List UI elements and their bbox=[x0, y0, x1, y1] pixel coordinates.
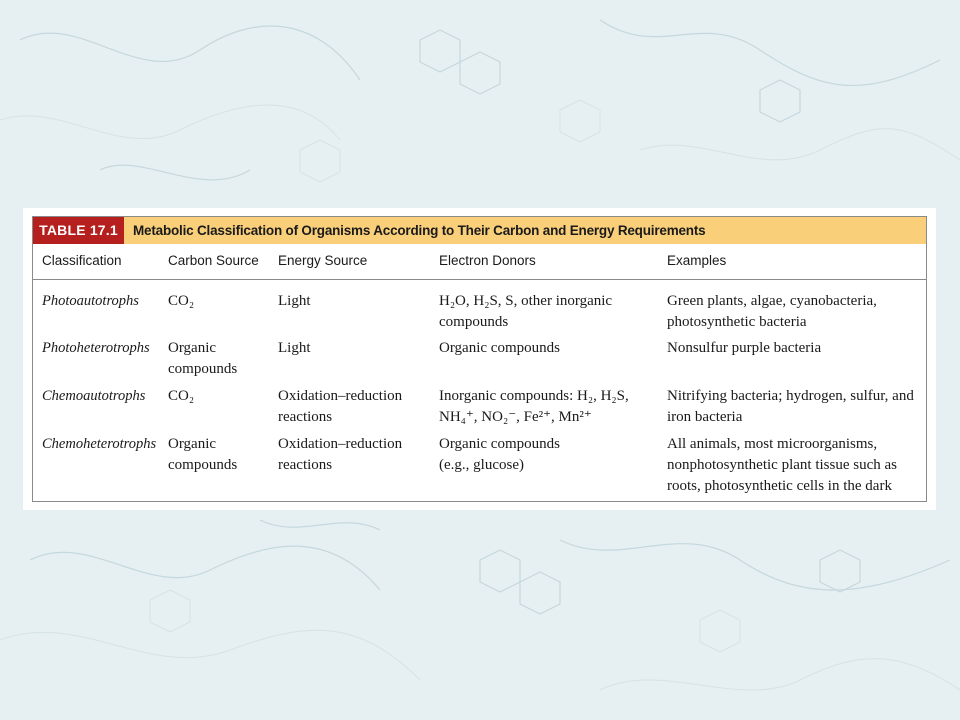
cell-classification: Chemoheterotrophs bbox=[42, 436, 157, 452]
column-header-carbon-source: Carbon Source bbox=[168, 253, 259, 268]
cell-electron-donors: Organic compounds (e.g., glucose) bbox=[439, 436, 560, 473]
cell-electron-donors: H₂O, H₂S, S, other inorganic compounds bbox=[439, 293, 613, 330]
table-title-bar bbox=[33, 217, 926, 244]
table-title: Metabolic Classification of Organisms According to Their Carbon and Energy Requirements bbox=[133, 223, 706, 238]
cell-examples: Green plants, algae, cyanobacteria, photosynthetic bacteria bbox=[667, 293, 877, 330]
cell-examples: Nonsulfur purple bacteria bbox=[667, 340, 822, 356]
cell-electron-donors: Organic compounds bbox=[439, 340, 560, 356]
cell-carbon-source: Organic compounds bbox=[168, 436, 238, 473]
table-number-label: TABLE 17.1 bbox=[33, 217, 124, 244]
cell-energy-source: Light bbox=[278, 293, 311, 309]
cell-carbon-source: CO₂ bbox=[168, 388, 195, 404]
cell-examples: Nitrifying bacteria; hydrogen, sulfur, and iron bacteria bbox=[667, 388, 914, 425]
column-header-classification: Classification bbox=[42, 253, 122, 268]
table-card bbox=[23, 208, 936, 510]
cell-electron-donors: Inorganic compounds: H₂, H₂S, NH₄⁺, NO₂⁻, Fe²⁺, Mn²⁺ bbox=[439, 388, 629, 425]
column-header-examples: Examples bbox=[667, 253, 727, 268]
cell-energy-source: Oxidation–reduction reactions bbox=[278, 388, 403, 425]
column-header-row bbox=[33, 244, 926, 280]
cell-energy-source: Oxidation–reduction reactions bbox=[278, 436, 403, 473]
cell-classification: Photoheterotrophs bbox=[42, 340, 150, 356]
cell-carbon-source: Organic compounds bbox=[168, 340, 238, 377]
cell-classification: Chemoautotrophs bbox=[42, 388, 146, 404]
table-frame bbox=[32, 216, 927, 502]
cell-carbon-source: CO₂ bbox=[168, 293, 195, 309]
cell-examples: All animals, most microorganisms, nonphotosynthetic plant tissue such as roots, photosynthetic cells in the dark bbox=[667, 436, 897, 494]
cell-classification: Photoautotrophs bbox=[42, 293, 139, 309]
column-header-energy-source: Energy Source bbox=[278, 253, 368, 268]
cell-energy-source: Light bbox=[278, 340, 311, 356]
column-header-electron-donors: Electron Donors bbox=[439, 253, 536, 268]
